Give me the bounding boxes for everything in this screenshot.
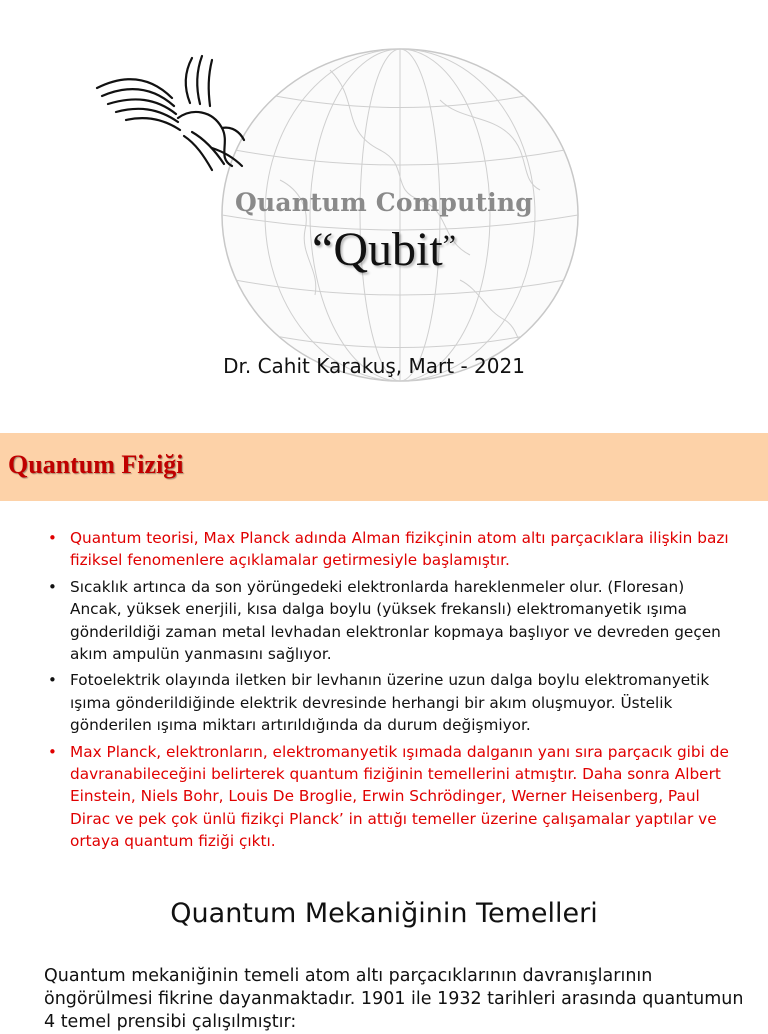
title-open-quote: “ <box>312 223 334 276</box>
section2-heading: Quantum Mekaniğinin Temelleri <box>170 898 598 929</box>
title-close-quote: ” <box>442 229 456 262</box>
bullet-list <box>48 527 738 857</box>
eagle-logo-icon <box>92 48 252 178</box>
presentation-subtitle: Quantum Computing <box>235 188 533 217</box>
section2-body: Quantum mekaniğinin temeli atom altı parçacıklarının davranışlarının öngörülmesi fikrine dayanmaktadır. 1901 ile 1932 tarihleri arasında quantumun 4 temel prensibi çalışılmıştır: <box>44 966 744 1032</box>
title-word: Qubit <box>333 223 443 276</box>
title-slide <box>0 0 768 432</box>
bullet-text: Fotoelektrik olayında iletken bir levhanın üzerine uzun dalga boylu elektromanyetik ışıma gönderildiğinde elektrik devresinde herhangi bir akım oluşmuyor. Üstelik gönderilen ışıma miktarı artırıldığında da durum değişmiyor. <box>70 671 710 735</box>
author-line: Dr. Cahit Karakuş, Mart - 2021 <box>223 354 525 378</box>
section-heading: Quantum Fiziği <box>8 450 184 479</box>
bullet-item <box>48 576 738 666</box>
bullet-text: Quantum teorisi, Max Planck adında Alman fizikçinin atom altı parçacıklara ilişkin bazı fiziksel fenomenlere açıklamalar getirmesiyle başlamıştır. <box>70 529 729 570</box>
bullet-item <box>48 741 738 853</box>
bullet-item <box>48 669 738 736</box>
bullet-text: Max Planck, elektronların, elektromanyetik ışımada dalganın yanı sıra parçacık gibi de davranabileceğini belirterek quantum fiziğinin temellerini atmıştır. Daha sonra Albert Einstein, Niels Bohr, Louis De Broglie, Erwin Schrödinger, Werner Heisenberg, Paul Dirac ve pek çok ünlü fizikçi Planck’ in attığı temeller üzerine çalışamalar yaptılar ve ortaya quantum fiziği çıktı. <box>70 742 729 851</box>
presentation-title <box>0 222 768 277</box>
bullet-text: Sıcaklık artınca da son yörüngedeki elektronlarda hareklenmeler olur. (Floresan) Ancak, yüksek enerjili, kısa dalga boylu (yüksek frekanslı) elektromanyetik ışıma gönderildiği zaman metal levhadan elektronlar kopmaya başlıyor ve devreden geçen akım ampulün yanmasını sağlıyor. <box>70 577 721 664</box>
bullet-item <box>48 527 738 572</box>
